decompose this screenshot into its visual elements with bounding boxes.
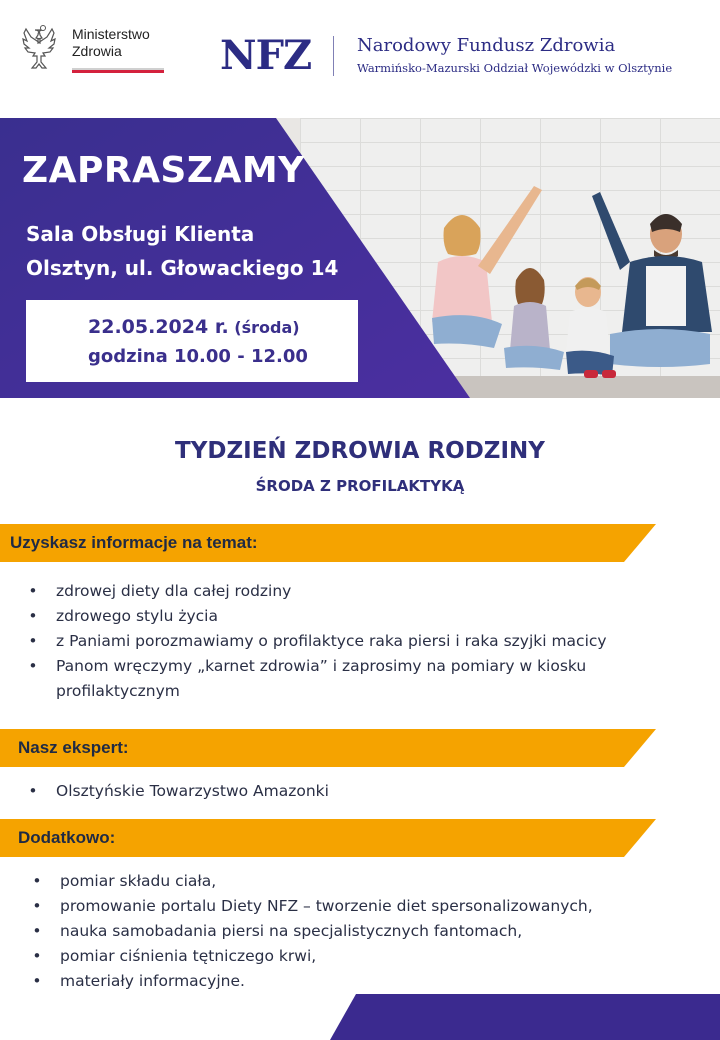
- list-item-text: pomiar składu ciała,: [60, 872, 217, 890]
- invitation-banner: [0, 118, 720, 398]
- list-item-text: promowanie portalu Diety NFZ – tworzenie diet spersonalizowanych,: [60, 897, 593, 915]
- list-item: [26, 629, 676, 654]
- nfz-full-name: Narodowy Fundusz Zdrowia: [357, 35, 616, 56]
- expert-list: [26, 779, 676, 804]
- section-heading-bar: [0, 729, 660, 767]
- event-hours: godzina 10.00 - 12.00: [88, 346, 308, 367]
- event-date: [88, 316, 300, 338]
- bullet-icon: •: [32, 972, 42, 990]
- bullet-icon: •: [28, 632, 38, 650]
- banner-venue: Sala Obsługi Klienta: [26, 222, 255, 246]
- list-item-text: Olsztyńskie Towarzystwo Amazonki: [56, 782, 329, 800]
- list-item-text: zdrowego stylu życia: [56, 607, 218, 625]
- bullet-icon: •: [32, 872, 42, 890]
- bottom-decoration: [0, 994, 720, 1040]
- list-item-text: Panom wręczymy „karnet zdrowia” i zaprosimy na pomiary w kiosku profilaktycznym: [56, 657, 587, 700]
- list-item: [26, 779, 676, 804]
- bullet-icon: •: [32, 947, 42, 965]
- ministry-of-health-logo: [18, 22, 168, 76]
- white-eagle-emblem-icon: [18, 22, 68, 72]
- date-box: [26, 300, 358, 382]
- section-heading-additional: Dodatkowo:: [18, 828, 116, 847]
- list-item: [30, 869, 680, 894]
- list-item: [26, 654, 676, 704]
- banner-address: Olsztyn, ul. Głowackiego 14: [26, 256, 339, 280]
- banner-title: ZAPRASZAMY: [22, 150, 305, 191]
- section-heading-bar: [0, 819, 660, 857]
- bullet-icon: •: [28, 657, 38, 675]
- list-item: [26, 579, 676, 604]
- page-subtitle: ŚRODA Z PROFILAKTYKĄ: [255, 477, 465, 495]
- list-item: [30, 969, 680, 994]
- section-heading-topics: Uzyskasz informacje na temat:: [10, 533, 258, 552]
- flag-stripe: [72, 68, 164, 73]
- nfz-logo: NFZ: [220, 32, 312, 79]
- list-item-text: nauka samobadania piersi na specjalistycznych fantomach,: [60, 922, 523, 940]
- list-item-text: z Paniami porozmawiamy o profilaktyce raka piersi i raka szyjki macicy: [56, 632, 607, 650]
- list-item-text: zdrowej diety dla całej rodziny: [56, 582, 292, 600]
- event-weekday: (środa): [228, 318, 300, 337]
- page-title: TYDZIEŃ ZDROWIA RODZINY: [175, 438, 545, 464]
- nfz-branch-name: Warmińsko-Mazurski Oddział Wojewódzki w Olsztynie: [357, 61, 673, 75]
- ministry-name-line2: Zdrowia: [72, 43, 122, 59]
- list-item: [26, 604, 676, 629]
- bullet-icon: •: [28, 607, 38, 625]
- ministry-name: [72, 26, 150, 60]
- bullet-icon: •: [28, 782, 38, 800]
- bullet-icon: •: [28, 582, 38, 600]
- list-item-text: materiały informacyjne.: [60, 972, 245, 990]
- section-heading-bar: [0, 524, 660, 562]
- bullet-icon: •: [32, 922, 42, 940]
- section-heading-expert: Nasz ekspert:: [18, 738, 129, 757]
- ministry-name-line1: Ministerstwo: [72, 26, 150, 42]
- page-header: [0, 0, 720, 118]
- list-item: [30, 944, 680, 969]
- event-date-suffix: r.: [208, 316, 229, 338]
- additional-list: [30, 869, 680, 994]
- list-item: [30, 894, 680, 919]
- list-item-text: pomiar ciśnienia tętniczego krwi,: [60, 947, 317, 965]
- bullet-icon: •: [32, 897, 42, 915]
- event-date-value: 22.05.2024: [88, 316, 209, 338]
- topics-list: [26, 579, 676, 704]
- logo-divider: [333, 36, 334, 76]
- list-item: [30, 919, 680, 944]
